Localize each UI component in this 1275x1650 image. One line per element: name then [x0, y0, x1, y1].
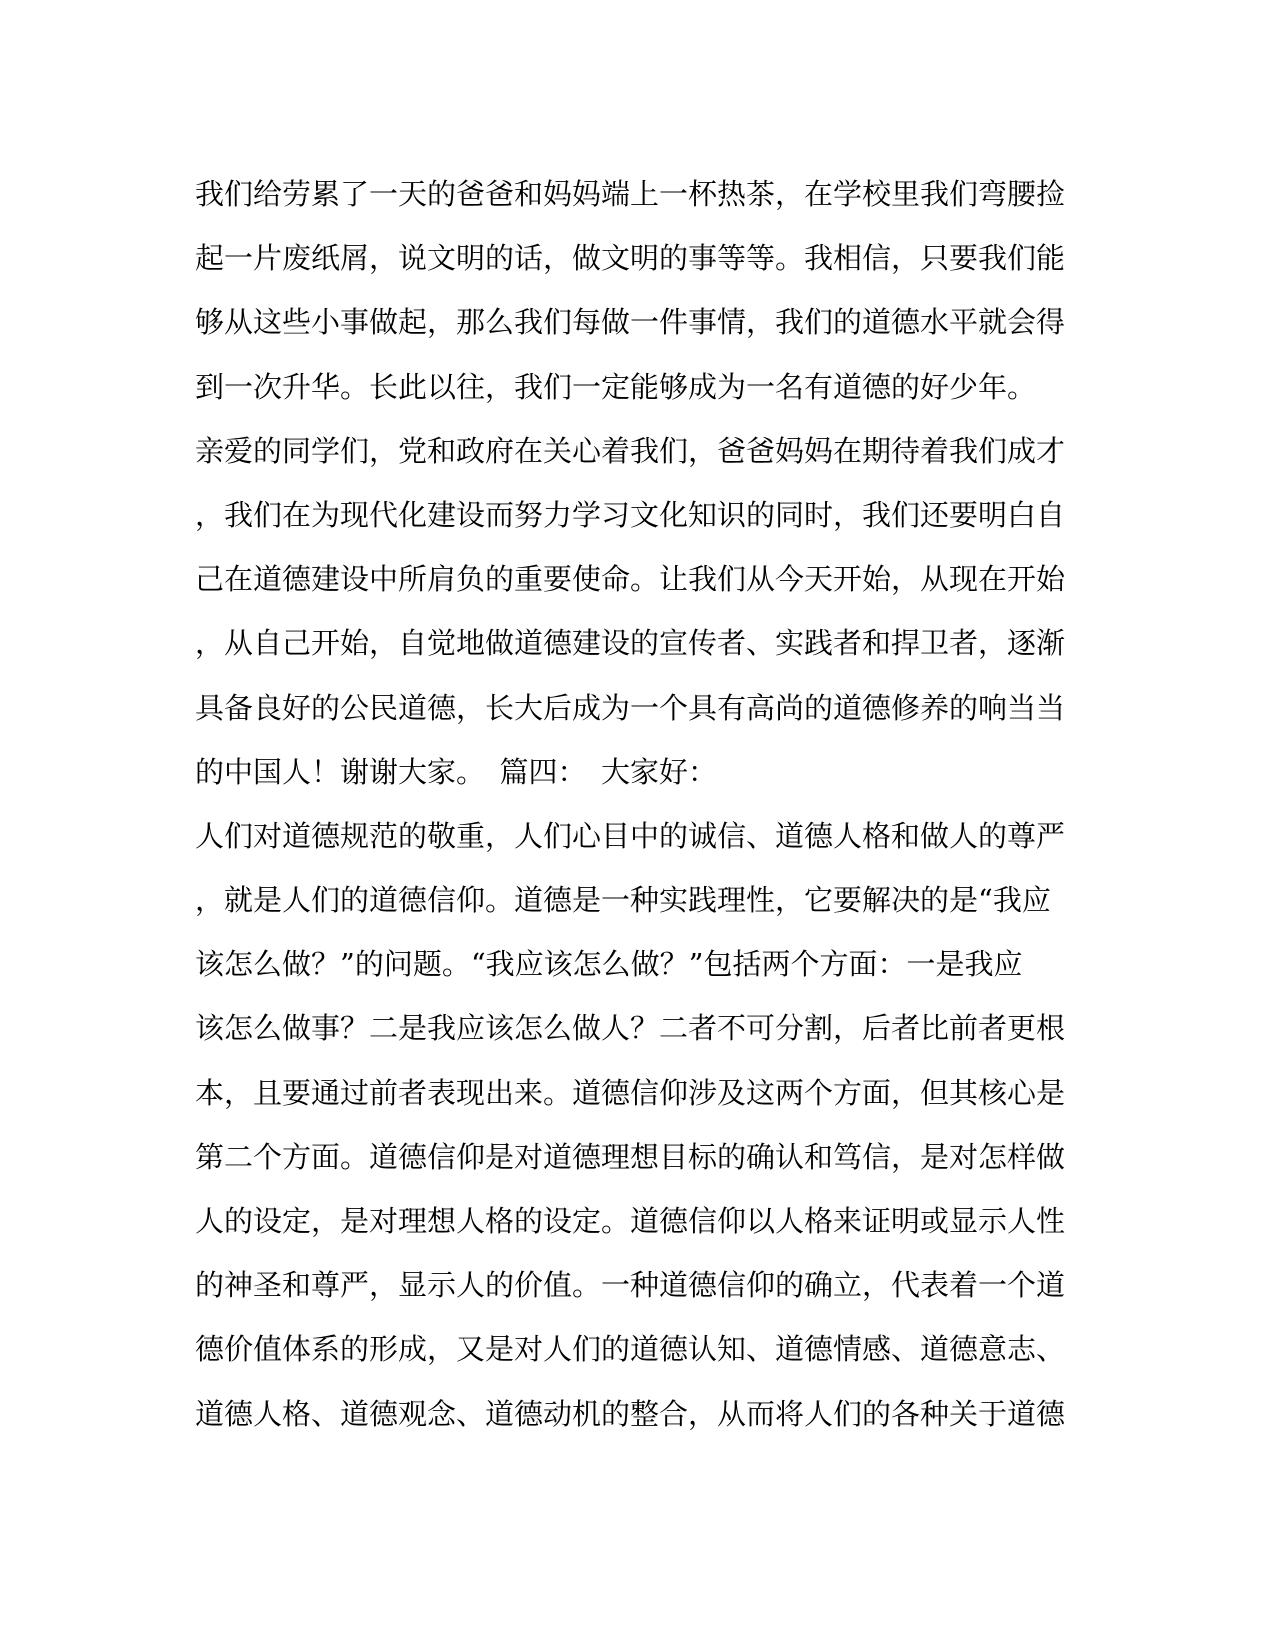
text-line-2: 起一片废纸屑，说文明的话，做文明的事等等。我相信，只要我们能 [195, 241, 1066, 276]
text-line-1: 我们给劳累了一天的爸爸和妈妈端上一杯热茶，在学校里我们弯腰捡 [195, 177, 1066, 211]
text-line-8: ，从自己开始，自觉地做道德建设的宣传者、实践者和捍卫者，逐渐 [195, 626, 1066, 661]
text-line-14: 该怎么做事？二是我应该怎么做人？二者不可分割，后者比前者更根 [195, 1011, 1066, 1046]
text-line-5: 亲爱的同学们，党和政府在关心着我们，爸爸妈妈在期待着我们成才 [195, 433, 1066, 468]
text-line-15: 本，且要通过前者表现出来。道德信仰涉及这两个方面，但其核心是 [195, 1075, 1066, 1110]
text-line-12: ，就是人们的道德信仰。道德是一种实践理性，它要解决的是“我应 [195, 883, 1051, 918]
text-line-19: 德价值体系的形成，又是对人们的道德认知、道德情感、道德意志、 [195, 1332, 1066, 1367]
text-line-9: 具备良好的公民道德，长大后成为一个具有高尚的道德修养的响当当 [195, 690, 1066, 725]
text-line-7: 己在道德建设中所肩负的重要使命。让我们从今天开始，从现在开始 [195, 562, 1066, 597]
text-line-17: 人的设定，是对理想人格的设定。道德信仰以人格来证明或显示人性 [195, 1204, 1066, 1238]
body-text [195, 162, 1075, 1446]
text-line-20: 道德人格、道德观念、道德动机的整合，从而将人们的各种关于道德 [195, 1396, 1066, 1431]
text-line-3: 够从这些小事做起，那么我们每做一件事情，我们的道德水平就会得 [195, 305, 1066, 340]
text-line-4: 到一次升华。长此以往，我们一定能够成为一名有道德的好少年。 [195, 369, 1037, 404]
text-line-18: 的神圣和尊严，显示人的价值。一种道德信仰的确立，代表着一个道 [195, 1268, 1066, 1303]
text-line-10: 的中国人！谢谢大家。 篇四： 大家好： [195, 754, 718, 789]
text-line-16: 第二个方面。道德信仰是对道德理想目标的确认和笃信，是对怎样做 [195, 1139, 1066, 1174]
text-line-11: 人们对道德规范的敬重，人们心目中的诚信、道德人格和做人的尊严 [195, 818, 1066, 853]
text-line-13: 该怎么做？”的问题。“我应该怎么做？”包括两个方面：一是我应 [195, 947, 1023, 982]
text-line-6: ，我们在为现代化建设而努力学习文化知识的同时，我们还要明白自 [195, 497, 1066, 532]
